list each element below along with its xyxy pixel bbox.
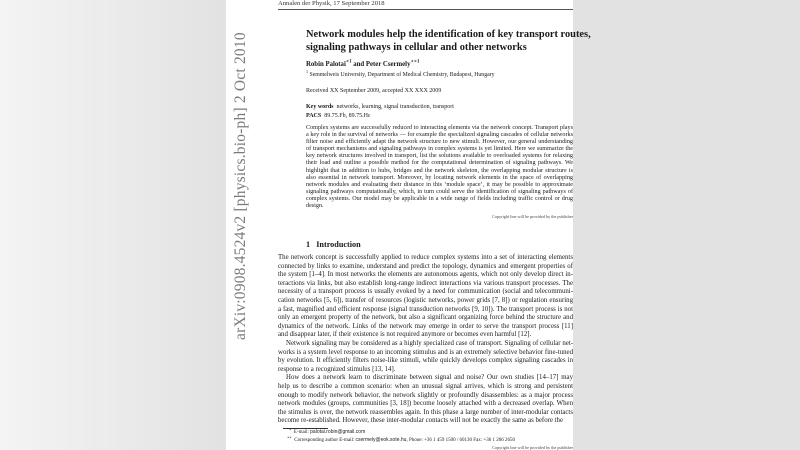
text-line: network modules and evaluating their distance in this ‘module space’, it may be possible to approximate	[306, 181, 573, 188]
text-line: response to a recognized stimulus [13, 14].	[278, 365, 396, 373]
running-header: Annalen der Physik, 17 September 2018	[278, 0, 385, 7]
affiliation-mark: 1	[306, 69, 309, 75]
paragraph	[278, 254, 573, 340]
pacs	[306, 113, 371, 119]
author-1: Robin Palotai	[306, 61, 346, 68]
arxiv-identifier-stamp: arXiv:0908.4524v2 [physics.bio-ph] 2 Oct 2010	[232, 32, 249, 340]
text-line: works is a system level response to an incoming stimulus and is an extremely selective behavior fine-tuned	[278, 348, 573, 356]
affiliation	[306, 69, 495, 78]
text-line: cation networks [5, 6]), transfer of resources (logistic networks, power grids [7, 8]) or regulation ensuring	[278, 296, 573, 304]
text-line: Complex systems are successfully reduced to interacting elements via the network concept. Transport plays	[306, 125, 573, 131]
author-1-mark: ∗1	[345, 59, 352, 65]
author-2: and Peter Csermely	[351, 61, 411, 68]
received-dates: Received XX September 2009, accepted XX XXX 2009	[306, 88, 442, 94]
footnote-label: Corresponding author E-mail:	[294, 438, 355, 443]
author-2-mark: ∗∗1	[410, 59, 420, 65]
text-line: filter noise and efficiently adapt the network structure to new stimuli. However, our general understanding	[306, 139, 573, 146]
text-line: and disappear later, if their existence is not required anymore or becomes even harmful [12].	[278, 331, 532, 339]
paragraph	[278, 340, 573, 374]
text-line: signaling pathways computationally, which, in turn could serve the identification of signaling pathways of	[306, 188, 573, 195]
abstract	[306, 125, 573, 210]
text-line: complex systems. Our model may be applicable in a wide range of fields including traffic control or drug	[306, 195, 573, 202]
keywords-label: Key words	[306, 104, 334, 110]
text-line: How does a network learn to discriminate between signal and noise? Our own studies [14–17] may	[286, 374, 573, 382]
text-line: help us to describe a common scenario: when an unusual signal arrives, which is strong and persistent	[278, 382, 573, 390]
text-line: a fast, magnified and efficient response (signal transduction networks [9, 10]). The transport process is not	[278, 305, 573, 313]
footnote-2	[287, 437, 515, 443]
footnote-1	[289, 429, 365, 435]
text-line: only an emergent property of the network, but also a significant organizing force behind the structure and	[278, 314, 573, 322]
text-line: necessity of a transport process is usually evoked by a need for communication (social and telecommuni-	[278, 288, 573, 296]
text-line: key network structures involved in transport, list the solutions available to overloaded systems for relaxing	[306, 153, 573, 160]
paragraph	[278, 374, 573, 426]
copyright-line-footer: Copyright line will be provided by the publisher	[492, 445, 573, 450]
text-line: The network concept is successfully applied to reduce complex systems into a set of interacting elements	[278, 254, 573, 261]
text-line: Network signaling may be considered as a highly specialized case of transport. Signaling of cellular net-	[286, 339, 573, 347]
text-line: dynamics of the network. Links of the network may emerge in order to serve the transport process [11]	[278, 322, 573, 330]
section-heading	[306, 240, 361, 249]
text-line: become re-established. However, these inter-modular contacts will not be exactly the same as before the	[278, 417, 564, 425]
text-line: by evolution. It efficiently filters noise-like stimuli, while quickly develops complex signaling cascades in	[278, 357, 573, 365]
text-line: a key role in the survival of networks — for example the specialized signaling cascades of cellular networks	[306, 132, 573, 139]
footnote-label: E-mail:	[293, 430, 309, 435]
authors	[306, 61, 419, 68]
text-line: the system [1–4]. In most networks the elements are autonomous agents, which not only develop direct in-	[278, 271, 573, 279]
text-line: the stimulus is over, the network reassembles again. In this phase a large number of inter-modular contacts	[278, 408, 573, 416]
paper-title: Network modules help the identification of key transport routes, signaling pathways in cellular and other networks	[306, 29, 591, 53]
text-line: of transport mechanisms and signaling pathways in complex systems is yet limited. Here we summarize the	[306, 146, 573, 153]
section-number: 1	[306, 240, 311, 249]
footnote-contact: , Phone: +36 1 459 1500 / 60130 Fax: +36 1 266 2650	[406, 438, 516, 443]
text-line: highlight that in addition to hubs, bridges and the network skeleton, the overlapping modular structure is	[306, 167, 573, 174]
text-line: connected by links to examine, understand and predict the topology, dynamics and emergent properties of	[278, 262, 573, 270]
affiliation-text: Semmelweis University, Department of Medical Chemistry, Budapest, Hungary	[308, 72, 495, 78]
body-text	[278, 254, 573, 426]
text-line: teractions via links, but also establish long-range indirect interactions via various transport processes. The	[278, 279, 573, 287]
footnote-mark: ∗∗	[287, 435, 292, 440]
keywords	[306, 104, 454, 110]
text-line: also essential in network transport. Moreover, by locating network elements in the space of overlapping	[306, 174, 573, 181]
section-title: Introduction	[316, 240, 361, 249]
keywords-text: networks, learning, signal transduction, transport	[336, 104, 454, 110]
text-line: design.	[306, 203, 324, 210]
text-line: network modules (groups, communities [3, 18]) become loosely attached with a decreased overlap. When	[278, 400, 573, 408]
text-line: enough to modify network behavior, the network slightly or profoundly disassembles: as a major process	[278, 391, 573, 399]
header-rule	[278, 9, 573, 10]
text-line: their load and outline a possible method for the computational determination of signaling pathways. We	[306, 160, 573, 167]
copyright-line: Copyright line will be provided by the publisher	[492, 214, 573, 219]
pacs-text: 89.75.Fb, 89.75.Hc	[324, 113, 371, 119]
footnote-email[interactable]: palotai.robin@gmail.com	[310, 429, 366, 435]
footnote-email[interactable]: csermely@eok.sote.hu	[355, 437, 407, 443]
footnote-mark: ∗	[289, 427, 292, 432]
pacs-label: PACS	[306, 113, 322, 119]
